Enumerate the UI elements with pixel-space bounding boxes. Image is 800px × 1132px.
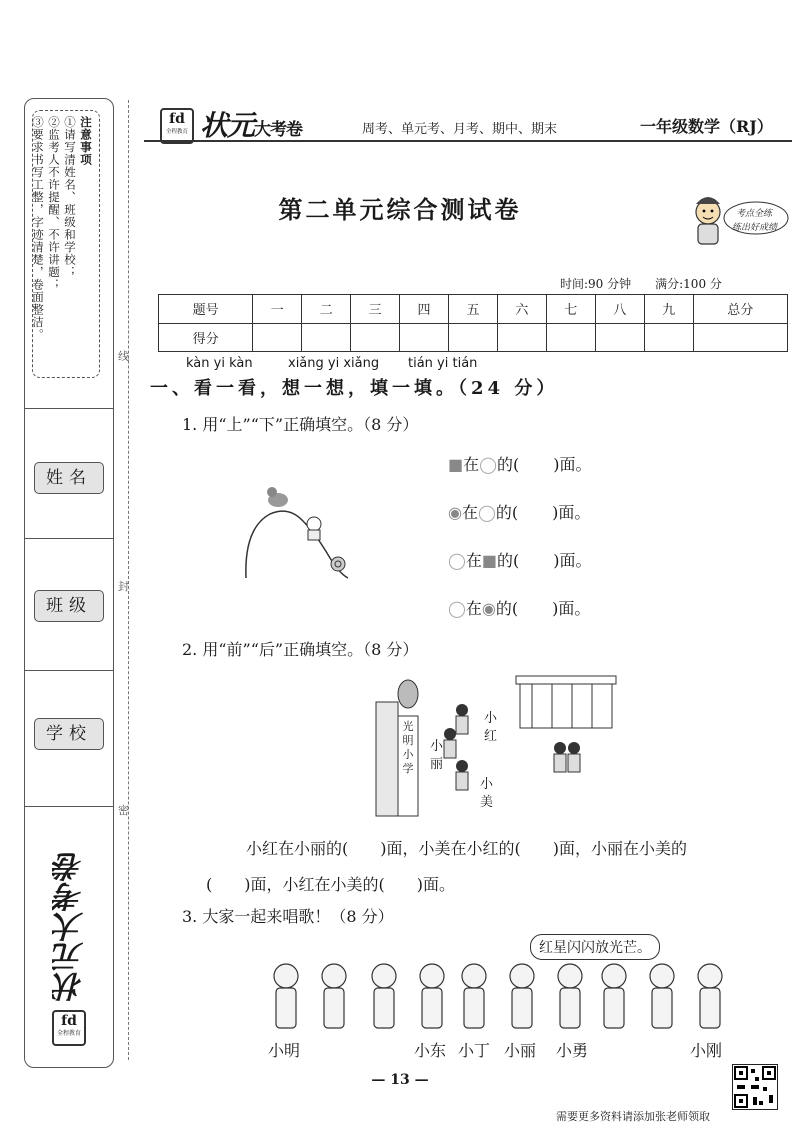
- name-label: 姓名: [34, 462, 104, 494]
- brand-suffix: 大考卷: [254, 120, 303, 140]
- score-header: 四: [400, 295, 449, 324]
- score-cell[interactable]: [449, 323, 498, 352]
- class-label: 班级: [34, 590, 104, 622]
- logo-text: 全程教育: [165, 129, 188, 135]
- pinyin: xiǎng yi xiǎng: [288, 356, 380, 371]
- score-header: 三: [351, 295, 400, 324]
- score-cell[interactable]: [351, 323, 400, 352]
- question-2-prompt: 2. 用“前”“后”正确填空。（8 分）: [182, 640, 419, 659]
- notice-title: 注意事项: [79, 116, 93, 166]
- score-header: 六: [497, 295, 546, 324]
- child-label: 小刚: [690, 1041, 723, 1060]
- mascot-slogan-2: 练出好成绩: [732, 223, 778, 233]
- score-header: 八: [595, 295, 644, 324]
- q1-line: ◉在◯的( )面。: [448, 503, 591, 522]
- score-cell[interactable]: [595, 323, 644, 352]
- score-cell[interactable]: [253, 323, 302, 352]
- child-name-xiaoli: 小丽: [430, 739, 444, 772]
- qr-code-icon: [732, 1064, 778, 1110]
- score-cell[interactable]: [546, 323, 595, 352]
- notice-text: [31, 116, 94, 372]
- score-header: 一: [253, 295, 302, 324]
- mascot: [686, 186, 790, 250]
- cut-char: 密: [118, 804, 129, 817]
- divider: [24, 806, 114, 807]
- score-header: 总分: [693, 295, 787, 324]
- pinyin: tián yi tián: [408, 356, 478, 371]
- cut-char: 封: [118, 580, 129, 593]
- brand-main: 状元: [200, 109, 255, 142]
- grade-subject: 一年级数学（RJ）: [640, 117, 773, 136]
- notice-item: ①请写清姓名、班级和学校；: [63, 116, 77, 279]
- school-label: 学校: [34, 718, 104, 750]
- score-header: 九: [644, 295, 693, 324]
- child-label: 小丁: [458, 1041, 491, 1060]
- score-header: 七: [546, 295, 595, 324]
- page-number: — 13 —: [371, 1072, 429, 1088]
- question-3-prompt: 3. 大家一起来唱歌！（8 分）: [182, 907, 394, 926]
- question-1-prompt: 1. 用“上”“下”正确填空。（8 分）: [182, 415, 419, 434]
- notice-item: ②监考人不许提醒、不许讲题；: [47, 116, 61, 291]
- speech-bubble: 红星闪闪放光芒。: [530, 934, 660, 960]
- sidebar-brand: [44, 822, 92, 1052]
- score-cell[interactable]: [693, 323, 787, 352]
- cut-char: 线: [118, 350, 129, 363]
- q1-line: ◯在■的( )面。: [448, 551, 592, 570]
- divider: [24, 670, 114, 671]
- child-label: 小勇: [556, 1041, 589, 1060]
- score-header-row: [159, 295, 788, 324]
- score-header: 题号: [159, 295, 253, 324]
- section-title: 一、看一看，想一想，填一填。（24 分）: [150, 378, 559, 399]
- header-brand: [200, 104, 302, 144]
- sidebar-brand-text: 状元大考卷: [54, 852, 89, 1002]
- score-cell[interactable]: [644, 323, 693, 352]
- score-row: [159, 323, 788, 352]
- score-row-label: 得分: [159, 323, 253, 352]
- child-label: 小明: [268, 1041, 301, 1060]
- score-header: 二: [302, 295, 351, 324]
- notice-item: ③要求书写工整，字迹清楚，卷面整洁。: [31, 116, 45, 341]
- publisher-text: 全程教育: [56, 1030, 81, 1037]
- q1-line: ◯在◉的( )面。: [448, 599, 591, 618]
- page-title: 第二单元综合测试卷: [278, 195, 522, 224]
- q1-line: ■在◯的( )面。: [448, 455, 592, 474]
- pinyin: kàn yi kàn: [186, 356, 253, 371]
- header-subtitle: 周考、单元考、月考、期中、期末: [362, 122, 558, 137]
- children-row: [264, 958, 734, 1036]
- time-info: 时间:90 分钟 满分:100 分: [560, 277, 722, 291]
- sidebar-logo: fd 全程教育: [52, 1010, 86, 1046]
- child-label: 小东: [414, 1041, 447, 1060]
- school-sign: 光明小学: [402, 720, 414, 775]
- child-name-xiaohong: 小红: [484, 711, 498, 744]
- header-logo: fd 全程教育: [160, 108, 194, 144]
- divider: [24, 538, 114, 539]
- q2-line-2: ( )面，小红在小美的( )面。: [206, 875, 455, 894]
- mascot-slogan-1: 考点全练: [736, 209, 773, 219]
- divider: [24, 408, 114, 409]
- school-illustration: [372, 672, 624, 822]
- score-cell[interactable]: [497, 323, 546, 352]
- score-cell[interactable]: [302, 323, 351, 352]
- q2-line-1: 小红在小丽的( )面，小美在小红的( )面，小丽在小美的: [246, 839, 687, 858]
- footer-note: 需要更多资料请添加张老师领取: [556, 1110, 710, 1123]
- score-header: 五: [449, 295, 498, 324]
- score-cell[interactable]: [400, 323, 449, 352]
- hill-illustration: [240, 478, 360, 582]
- header-rule: [144, 140, 792, 142]
- score-table: [158, 294, 788, 352]
- child-label: 小丽: [504, 1041, 537, 1060]
- child-name-xiaomei: 小美: [480, 777, 494, 810]
